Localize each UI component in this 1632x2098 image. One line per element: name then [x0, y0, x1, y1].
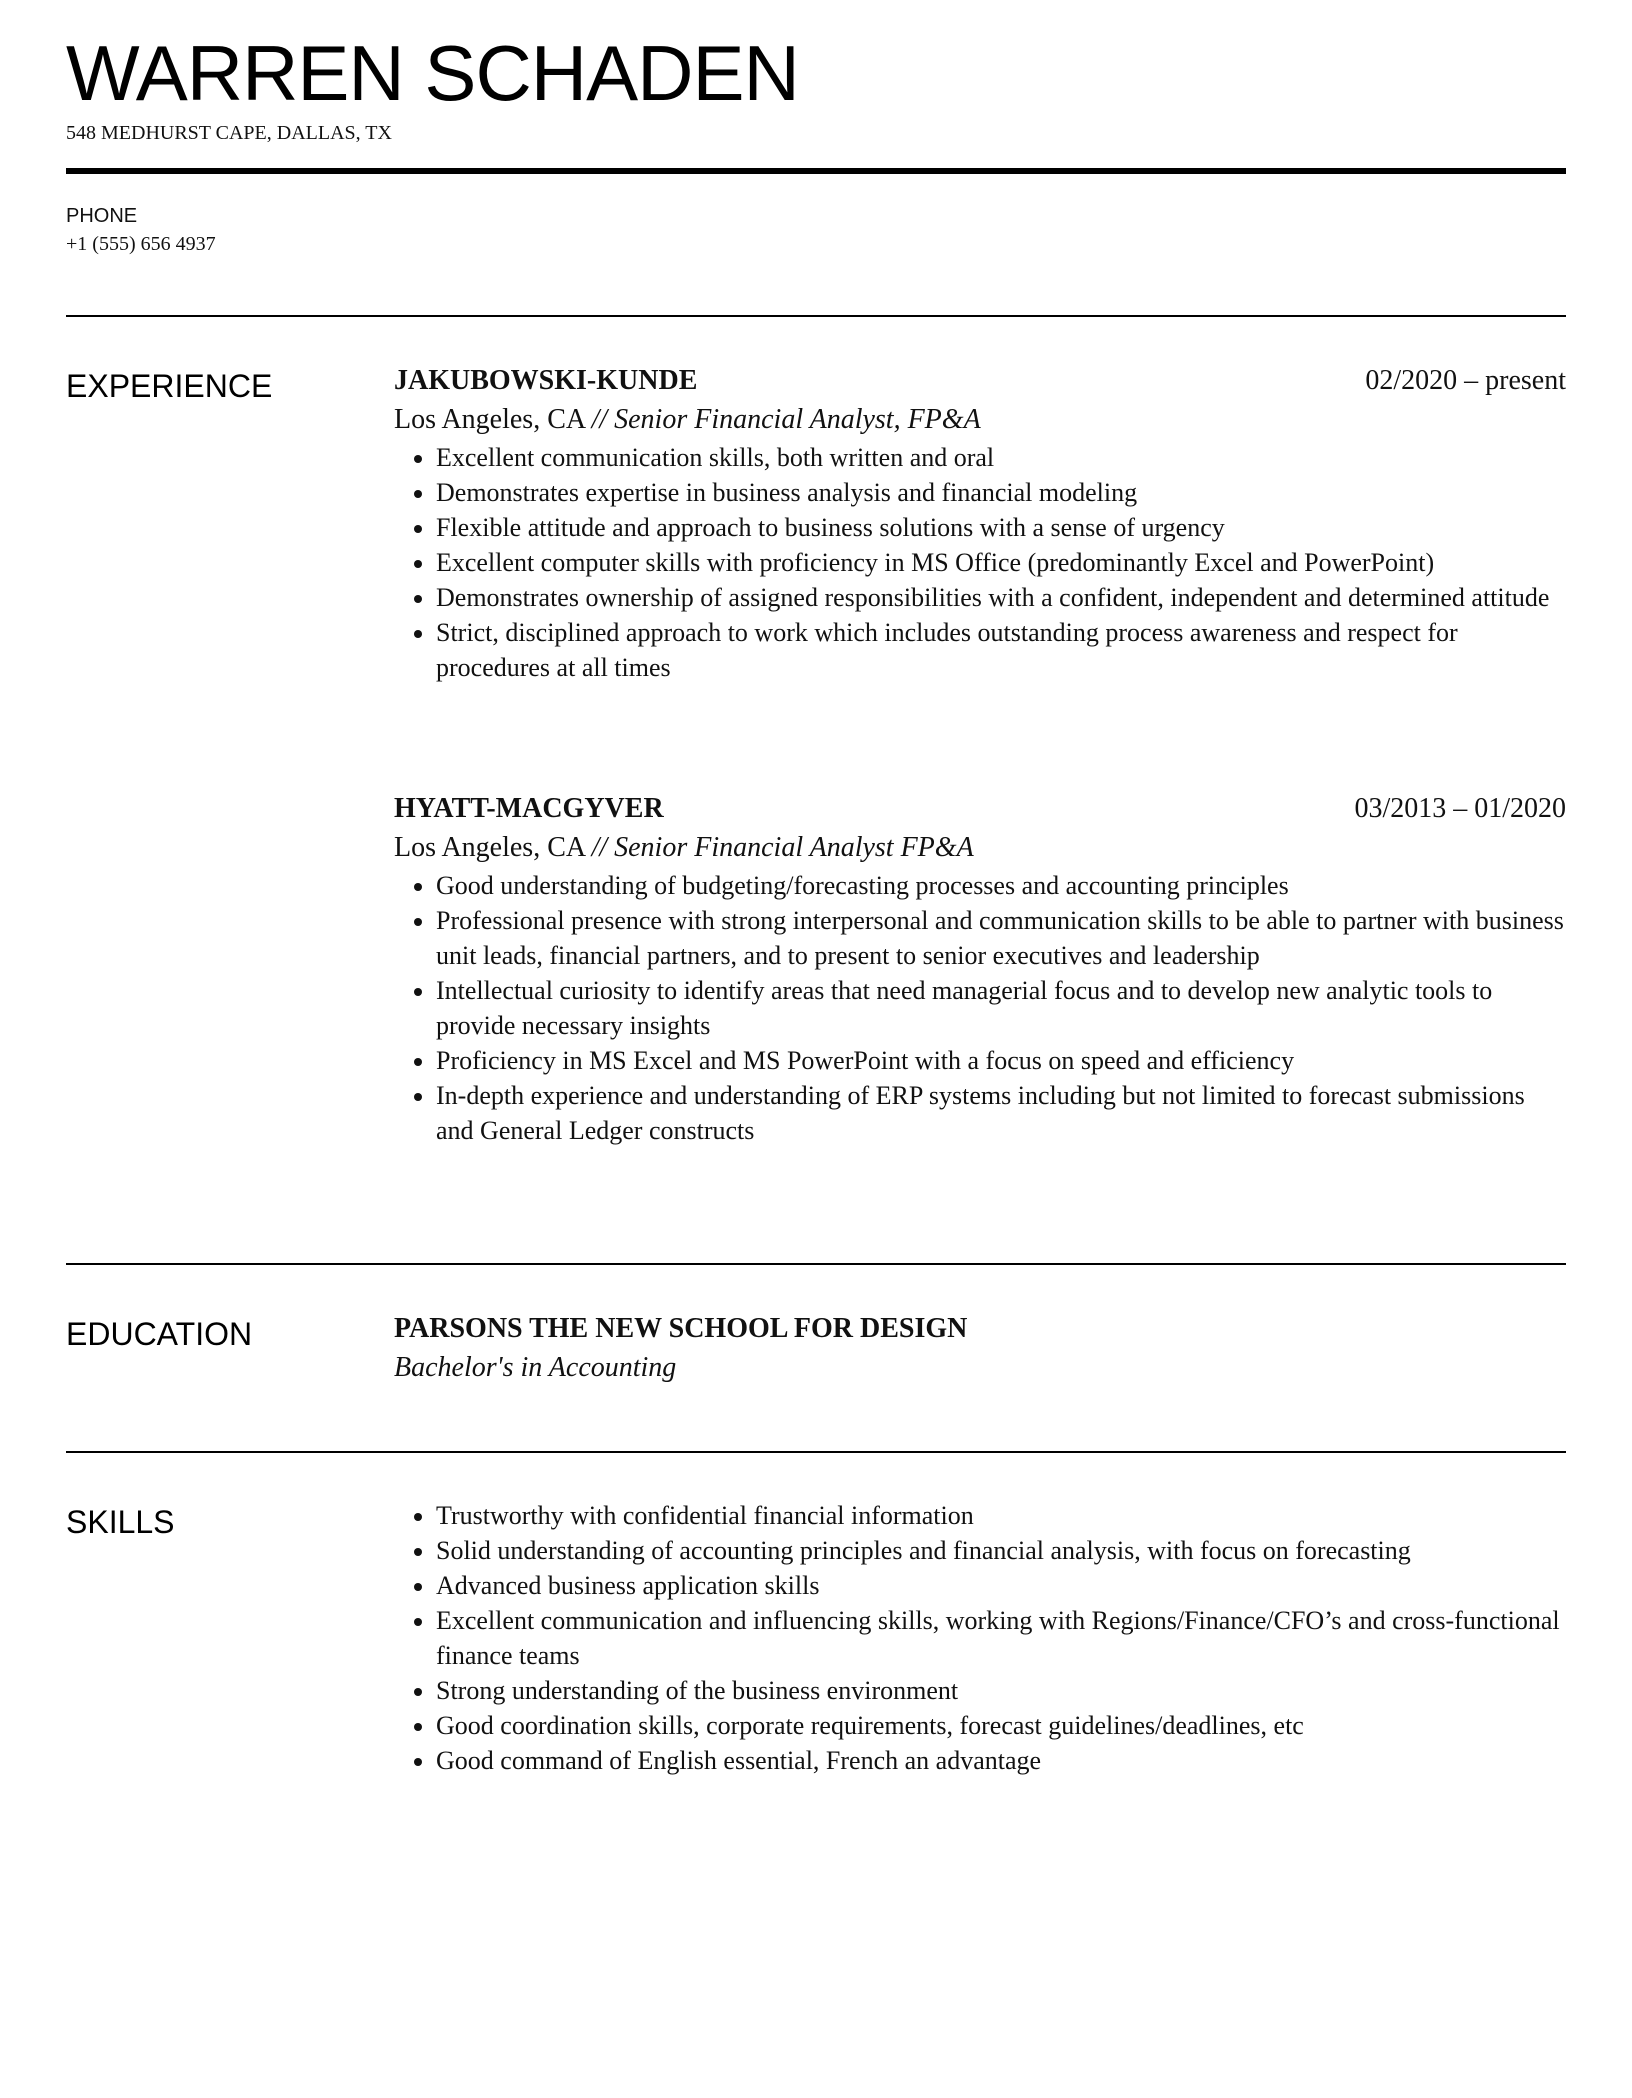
phone-label: PHONE [66, 205, 138, 227]
skills-section-title: SKILLS [66, 1504, 175, 1540]
section-divider [66, 1451, 1566, 1453]
list-item: • Good command of English essential, French an advantage [436, 1743, 1566, 1778]
list-item: • Demonstrates expertise in business analysis and financial modeling [436, 475, 1566, 510]
education-entry [394, 1310, 1566, 1388]
list-item: • Professional presence with strong interpersonal and communication skills to be able to partner with business unit leads, financial partners, and to present to senior executives and leadership [436, 903, 1566, 973]
job-dates: 03/2013 – 01/2020 [1354, 793, 1566, 824]
job-dates: 02/2020 – present [1365, 365, 1566, 396]
skills-entry [394, 1498, 1566, 1778]
list-item: • Good understanding of budgeting/forecasting processes and accounting principles [436, 868, 1566, 903]
list-item: • Strong understanding of the business environment [436, 1673, 1566, 1708]
list-item: • Demonstrates ownership of assigned responsibilities with a confident, independent and determined attitude [436, 580, 1566, 615]
job-company: HYATT-MACGYVER [394, 793, 664, 824]
list-item: • Excellent communication and influencing skills, working with Regions/Finance/CFO’s and cross-functional finance teams [436, 1603, 1566, 1673]
job-bullet-list [394, 440, 1566, 685]
school-name: PARSONS THE NEW SCHOOL FOR DESIGN [394, 1313, 968, 1344]
job-entry [394, 362, 1566, 685]
section-divider [66, 1263, 1566, 1265]
job-location: Los Angeles, CA [394, 404, 585, 435]
list-item: • Excellent computer skills with proficiency in MS Office (predominantly Excel and PowerPoint) [436, 545, 1566, 580]
list-item: • Intellectual curiosity to identify areas that need managerial focus and to develop new analytic tools to provide necessary insights [436, 973, 1566, 1043]
education-section-title: EDUCATION [66, 1316, 253, 1352]
job-subtitle [394, 400, 1566, 440]
header-divider [66, 168, 1566, 174]
job-role: Senior Financial Analyst, FP&A [614, 404, 981, 435]
phone-number: +1 (555) 656 4937 [66, 233, 216, 255]
job-bullet-list [394, 868, 1566, 1148]
list-item: • Flexible attitude and approach to business solutions with a sense of urgency [436, 510, 1566, 545]
list-item: • Good coordination skills, corporate requirements, forecast guidelines/deadlines, etc [436, 1708, 1566, 1743]
candidate-address: 548 MEDHURST CAPE, DALLAS, TX [66, 122, 392, 144]
job-separator: // [591, 404, 615, 435]
job-separator: // [591, 832, 615, 863]
skills-bullet-list [394, 1498, 1566, 1778]
job-company: JAKUBOWSKI-KUNDE [394, 365, 698, 396]
list-item: • In-depth experience and understanding of ERP systems including but not limited to forecast submissions and General Ledger constructs [436, 1078, 1566, 1148]
list-item: • Excellent communication skills, both written and oral [436, 440, 1566, 475]
list-item: • Advanced business application skills [436, 1568, 1566, 1603]
section-divider [66, 315, 1566, 317]
job-role: Senior Financial Analyst FP&A [614, 832, 974, 863]
candidate-name: WARREN SCHADEN [66, 29, 799, 117]
degree-name: Bachelor's in Accounting [394, 1352, 677, 1383]
list-item: • Strict, disciplined approach to work which includes outstanding process awareness and respect for procedures at all times [436, 615, 1566, 685]
experience-section-title: EXPERIENCE [66, 368, 273, 404]
job-subtitle [394, 828, 1566, 868]
job-location: Los Angeles, CA [394, 832, 585, 863]
list-item: • Proficiency in MS Excel and MS PowerPoint with a focus on speed and efficiency [436, 1043, 1566, 1078]
list-item: • Trustworthy with confidential financial information [436, 1498, 1566, 1533]
list-item: • Solid understanding of accounting principles and financial analysis, with focus on forecasting [436, 1533, 1566, 1568]
job-entry [394, 790, 1566, 1148]
